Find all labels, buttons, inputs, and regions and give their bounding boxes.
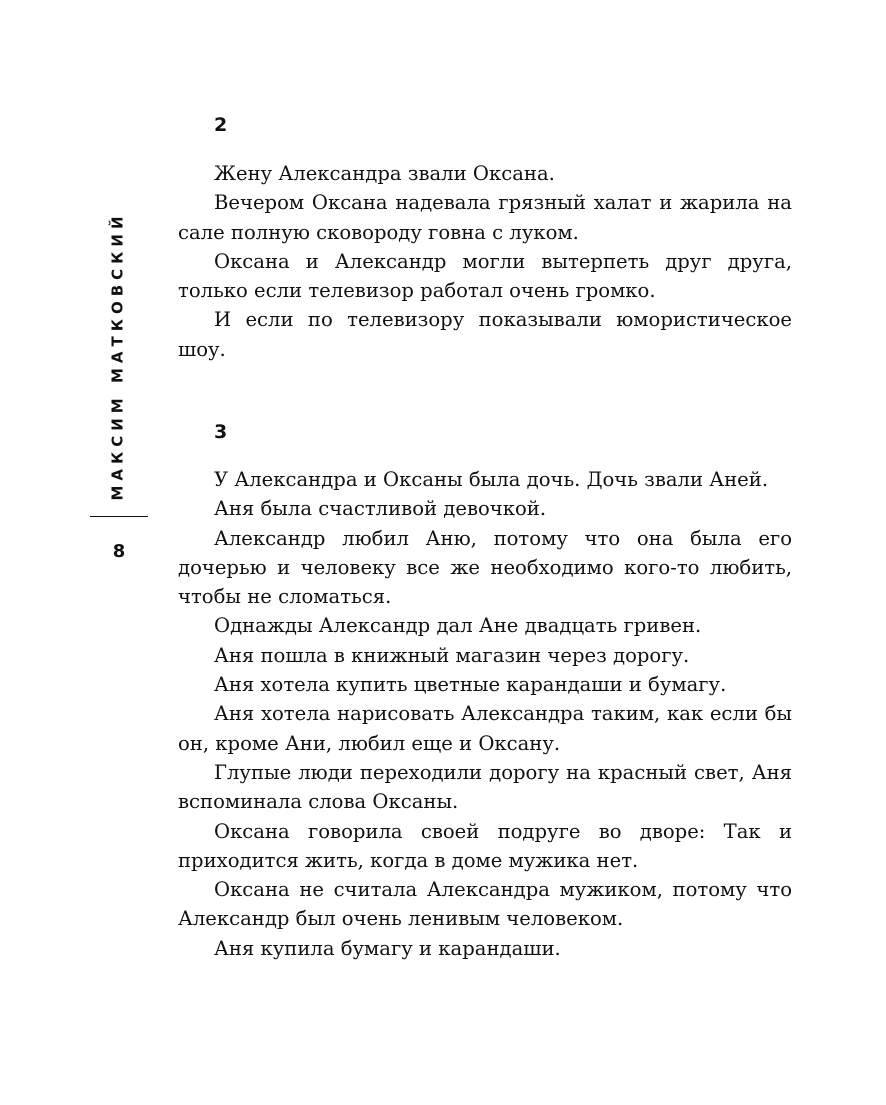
paragraph: Аня пошла в книжный магазин через дорогу.: [214, 643, 690, 667]
chapter-number: 2: [214, 114, 228, 136]
paragraph: Аня была счастливой девочкой.: [214, 497, 547, 521]
paragraph: Глупые люди переходили дорогу на красный свет, Аня вспоминала слова Оксаны.: [178, 760, 792, 814]
paragraph: Александр любил Аню, потому что она была его дочерью и человеку все же необходимо кого-то любить, чтобы не сломаться.: [178, 526, 792, 609]
folio-divider: [90, 516, 148, 517]
paragraph: Аня хотела нарисовать Александра таким, как если бы он, кроме Ани, любил еще и Оксану.: [178, 702, 792, 755]
running-head: [104, 211, 132, 501]
paragraph: Жену Александра звали Оксана.: [214, 162, 555, 185]
paragraph: Однажды Александр дал Ане двадцать гривен.: [214, 614, 702, 638]
paragraph: У Александра и Оксаны была дочь. Дочь звали Аней.: [214, 468, 769, 491]
chapter-2-text: [178, 159, 792, 364]
paragraph: Оксана говорила своей подруге во дворе: Так и приходится жить, когда в доме мужика нет.: [178, 819, 792, 872]
paragraph: Аня хотела купить цветные карандаши и бумагу.: [214, 673, 727, 697]
paragraph: Аня купила бумагу и карандаши.: [214, 936, 561, 960]
paragraph: Вечером Оксана надевала грязный халат и жарила на сале полную сковороду говна с луком.: [178, 191, 792, 244]
page-number: 8: [112, 541, 126, 562]
chapter-3-text: [178, 465, 792, 963]
chapter-number: 3: [214, 421, 228, 443]
paragraph: И если по телевизору показывали юмористическое шоу.: [178, 308, 792, 361]
paragraph: Оксана не считала Александра мужиком, потому что Александр был очень ленивым человеком.: [178, 878, 792, 931]
paragraph: Оксана и Александр могли вытерпеть друг друга, только если телевизор работал очень громко.: [178, 249, 792, 303]
author-name: МАКСИМ МАТКОВСКИЙ: [109, 211, 128, 501]
